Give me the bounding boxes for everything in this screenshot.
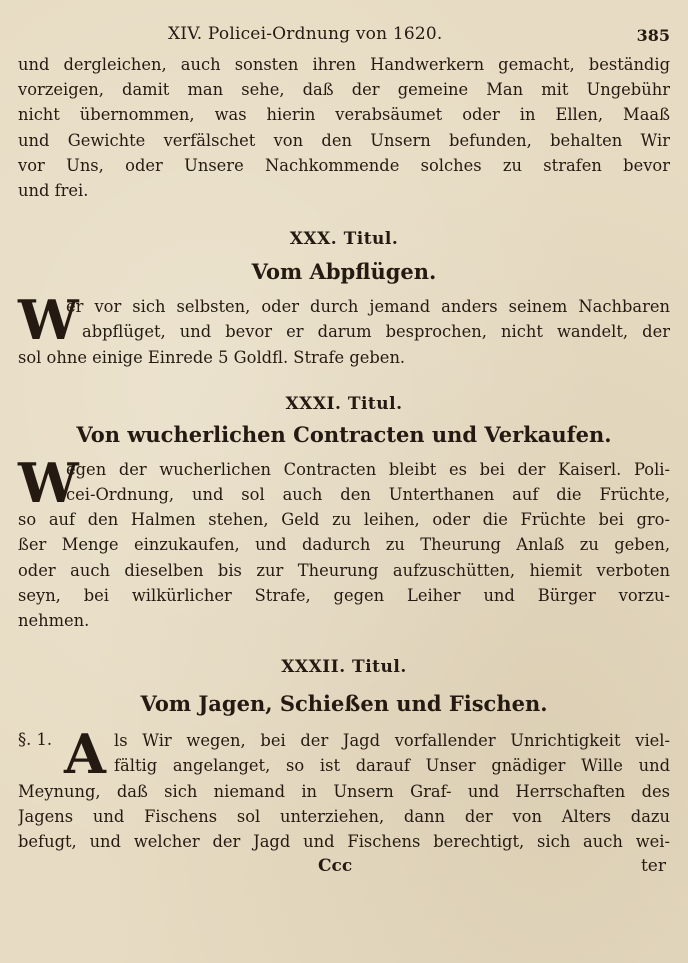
intro-paragraph bbox=[18, 52, 670, 203]
text-line: er vor sich selbsten, oder durch jemand anders seinem Nachbaren bbox=[66, 297, 670, 317]
text-line: und Gewichte verfälschet von den Unsern befunden, behalten Wir bbox=[18, 130, 670, 150]
text-line: egen der wucherlichen Contracten bleibt es bei der Kaiserl. Poli- bbox=[66, 459, 670, 479]
page-number: 385 bbox=[636, 26, 670, 45]
text-line: abpflüget, und bevor er darum besprochen, nicht wandelt, der bbox=[82, 322, 670, 342]
text-line: cei-Ordnung, und sol auch den Unterthanen auf die Früchte, bbox=[66, 485, 670, 505]
text-line: fältig angelanget, so ist darauf Unser gnädiger Wille und bbox=[114, 756, 670, 776]
text-line: Meynung, daß sich niemand in Unsern Graf- und Herrschaften des bbox=[18, 781, 670, 801]
text-line: und dergleichen, auch sonsten ihren Handwerkern gemacht, beständig bbox=[18, 55, 670, 74]
running-title: XIV. Policei-Ordnung von 1620. bbox=[168, 24, 443, 44]
running-header bbox=[18, 20, 670, 50]
text-line: nicht übernommen, was hierin verabsäumet oder in Ellen, Maaß bbox=[18, 105, 670, 125]
section-label-32: XXXII. Titul. bbox=[281, 657, 407, 678]
text-line: ßer Menge einzukaufen, und dadurch zu Theurung Anlaß zu geben, bbox=[18, 535, 670, 555]
text-line: ls Wir wegen, bei der Jagd vorfallender Unrichtigkeit viel- bbox=[114, 731, 670, 751]
text-line: sol ohne einige Einrede 5 Goldfl. Strafe geben. bbox=[18, 347, 406, 367]
section-heading-32: Vom Jagen, Schießen und Fischen. bbox=[140, 691, 548, 717]
text-line: oder auch dieselben bis zur Theurung aufzuschütten, hiemit verboten bbox=[18, 560, 670, 580]
page-footer bbox=[18, 856, 670, 882]
text-line: vorzeigen, damit man sehe, daß der gemeine Man mit Ungebühr bbox=[18, 80, 670, 100]
drop-capital: A bbox=[64, 722, 106, 787]
catchword: ter bbox=[640, 856, 666, 877]
text-line: und frei. bbox=[18, 181, 89, 201]
drop-capital: W bbox=[18, 450, 79, 515]
section-label-30: XXX. Titul. bbox=[289, 229, 399, 250]
text-line: befugt, und welcher der Jagd und Fischens berechtigt, sich auch wei- bbox=[18, 832, 670, 852]
section-label-31: XXXI. Titul. bbox=[285, 393, 403, 414]
section-heading-30: Vom Abpflügen. bbox=[251, 259, 437, 285]
text-line: vor Uns, oder Unsere Nachkommende solches zu strafen bevor bbox=[18, 155, 670, 175]
section-body-32 bbox=[18, 722, 670, 854]
section-body-31 bbox=[18, 450, 670, 633]
text-line: Jagens und Fischens sol unterziehen, dann der von Alters dazu bbox=[18, 806, 670, 826]
page bbox=[18, 20, 670, 882]
drop-capital: W bbox=[18, 288, 79, 353]
text-line: nehmen. bbox=[18, 611, 90, 631]
section-body-30 bbox=[18, 288, 670, 370]
section-heading-31: Von wucherlichen Contracten und Verkaufen. bbox=[76, 421, 612, 447]
text-line: so auf den Halmen stehen, Geld zu leihen, oder die Früchte bei gro- bbox=[18, 510, 670, 530]
text-line: seyn, bei wilkürlicher Strafe, gegen Leiher und Bürger vorzu- bbox=[18, 585, 670, 605]
paragraph-marker: §. 1. bbox=[18, 730, 53, 750]
signature-mark: Ccc bbox=[318, 856, 353, 877]
